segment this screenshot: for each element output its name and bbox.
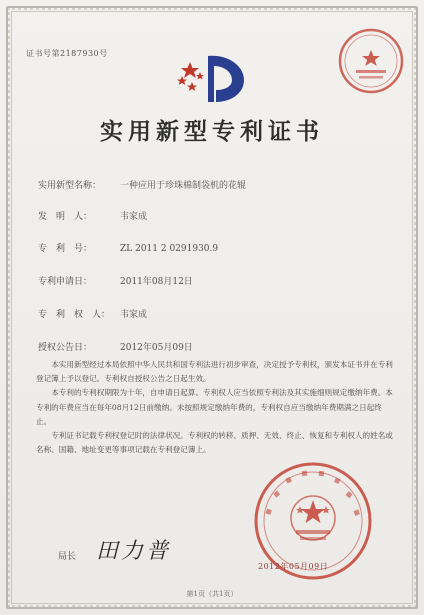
- certificate-number: 证书号第2187930号: [26, 49, 108, 58]
- top-seal-stamp-icon: [336, 26, 406, 96]
- grant-date-row: [38, 340, 193, 353]
- patent-number-row: [38, 241, 218, 254]
- body-paragraph: 专利证书记载专利权登记时的法律状况。专利权的转移、质押、无效、终止、恢复和专利权人的姓名或名称、国籍、地址变更等事项记载在专利登记簿上。: [36, 431, 393, 455]
- filing-date-value: 2011年08月12日: [120, 277, 193, 287]
- utility-name-label: 实用新型名称：: [38, 181, 102, 191]
- signature-label: 局长: [58, 552, 77, 562]
- patent-number-label: 专 利 号：: [38, 244, 93, 254]
- certificate-title: 实用新型专利证书: [100, 118, 324, 145]
- utility-name-row: [38, 178, 246, 191]
- patentee-value: 韦家成: [120, 310, 148, 320]
- inventor-value: 韦家成: [120, 212, 148, 222]
- grant-date-label: 授权公告日：: [38, 343, 93, 353]
- inventor-label: 发 明 人：: [38, 212, 93, 222]
- seal-date: 2012年05月09日: [258, 562, 329, 571]
- body-paragraph: 本实用新型经过本局依照中华人民共和国专利法进行初步审查，决定授予专利权，颁发本证书并在专利登记簿上予以登记。专利权自授权公告之日起生效。: [36, 360, 393, 384]
- director-signature: 田力普: [96, 539, 172, 564]
- page-footer: 第1页（共1页）: [186, 590, 238, 598]
- body-paragraph: 本专利的专利权期限为十年，自申请日起算。专利权人应当依照专利法及其实施细则规定缴纳年费。本专利的年费应当在每年08月12日前缴纳。未按照规定缴纳年费的，专利权自应当缴纳年费期满之日起终止。: [36, 388, 393, 426]
- filing-date-row: [38, 274, 193, 287]
- patentee-row: [38, 307, 147, 320]
- filing-date-label: 专利申请日：: [38, 277, 93, 287]
- patentee-label: 专 利 权 人：: [38, 310, 111, 320]
- grant-date-value: 2012年05月09日: [120, 343, 193, 353]
- utility-name-value: 一种应用于珍珠棉制袋机的花辊: [120, 181, 247, 191]
- inventor-row: [38, 209, 147, 222]
- patent-number-value: ZL 2011 2 0291930.9: [120, 244, 219, 254]
- certificate-body: [36, 358, 394, 457]
- patent-office-emblem-icon: [168, 52, 250, 104]
